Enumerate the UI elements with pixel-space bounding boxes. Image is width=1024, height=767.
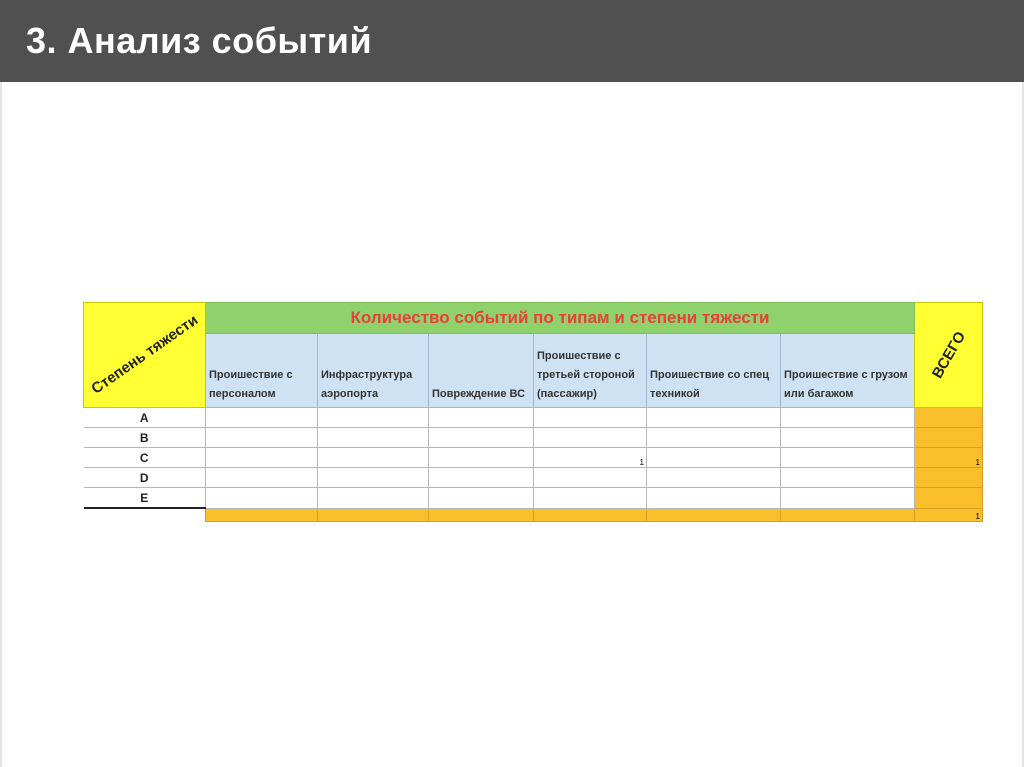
- row-total: [915, 468, 983, 488]
- column-header-third-party: Проишествие с третьей стороной (пассажир): [534, 334, 647, 408]
- table-cell: [534, 408, 647, 428]
- table-row: [84, 428, 983, 448]
- events-table-container: [83, 302, 983, 522]
- total-header-cell: [915, 303, 983, 408]
- table-cell: [429, 428, 534, 448]
- grand-total: 1: [915, 508, 983, 521]
- column-header-cargo-baggage: Проишествие с грузом или багажом: [781, 334, 915, 408]
- table-cell: [206, 408, 318, 428]
- severity-level: E: [84, 488, 206, 509]
- table-cell: [781, 468, 915, 488]
- table-cell: [206, 468, 318, 488]
- table-row: [84, 408, 983, 428]
- table-cell: [534, 428, 647, 448]
- total-header: ВСЕГО: [928, 328, 969, 382]
- severity-header-cell: [84, 303, 206, 408]
- severity-level: A: [84, 408, 206, 428]
- table-cell: [318, 488, 429, 509]
- severity-level: D: [84, 468, 206, 488]
- summary-row: [84, 508, 983, 521]
- table-cell: [429, 488, 534, 509]
- slide-title: 3. Анализ событий: [26, 20, 373, 61]
- table-cell: [534, 468, 647, 488]
- column-total: [781, 508, 915, 521]
- column-total: [647, 508, 781, 521]
- slide-border-left: [0, 82, 2, 767]
- column-total: [318, 508, 429, 521]
- table-cell: [318, 428, 429, 448]
- severity-level: B: [84, 428, 206, 448]
- table-cell: [429, 468, 534, 488]
- row-total: [915, 428, 983, 448]
- column-total: [429, 508, 534, 521]
- table-cell: [781, 448, 915, 468]
- table-cell: [534, 488, 647, 509]
- main-header: Количество событий по типам и степени тяжести: [206, 303, 915, 334]
- column-header-special-equipment: Проишествие со спец техникой: [647, 334, 781, 408]
- table-cell: [318, 468, 429, 488]
- table-cell: [429, 448, 534, 468]
- row-total: [915, 488, 983, 509]
- table-cell: 1: [534, 448, 647, 468]
- severity-level: C: [84, 448, 206, 468]
- table-cell: [206, 428, 318, 448]
- table-cell: [318, 408, 429, 428]
- row-total: 1: [915, 448, 983, 468]
- table-cell: [429, 408, 534, 428]
- table-cell: [781, 488, 915, 509]
- row-total: [915, 408, 983, 428]
- column-header-personnel: Проишествие с персоналом: [206, 334, 318, 408]
- severity-header: Степень тяжести: [87, 311, 201, 398]
- summary-row-spacer: [84, 508, 206, 521]
- column-header-aircraft-damage: Повреждение ВС: [429, 334, 534, 408]
- column-header-infrastructure: Инфраструктура аэропорта: [318, 334, 429, 408]
- events-table: [83, 302, 983, 522]
- table-cell: [647, 408, 781, 428]
- table-cell: [318, 448, 429, 468]
- table-row: [84, 468, 983, 488]
- table-cell: [647, 428, 781, 448]
- title-bar: [0, 0, 1024, 82]
- table-row: [84, 488, 983, 509]
- column-total: [534, 508, 647, 521]
- table-cell: [781, 428, 915, 448]
- table-cell: [206, 448, 318, 468]
- table-cell: [206, 488, 318, 509]
- table-cell: [647, 448, 781, 468]
- table-cell: [781, 408, 915, 428]
- table-cell: [647, 468, 781, 488]
- column-total: [206, 508, 318, 521]
- table-row: [84, 448, 983, 468]
- table-cell: [647, 488, 781, 509]
